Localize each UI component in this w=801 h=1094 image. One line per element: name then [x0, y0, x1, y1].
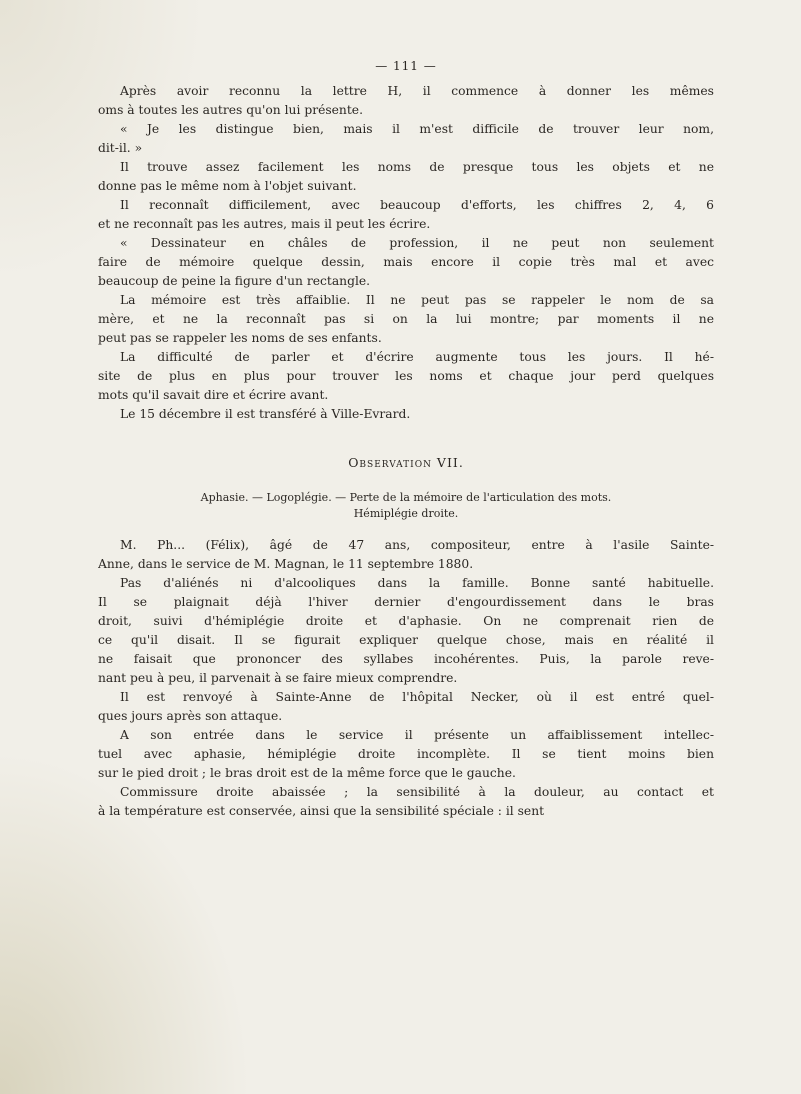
paragraph [98, 348, 714, 405]
summary-line: Aphasie. — Logoplégie. — Perte de la mémoire de l'articulation des mots. [200, 491, 612, 504]
text-line: ques jours après son attaque. [98, 709, 283, 723]
text-block [98, 58, 714, 821]
page-number: — 111 — [375, 59, 437, 73]
paragraph [98, 196, 714, 234]
observation-title: Observation VII. [348, 455, 464, 470]
paragraphs-after [98, 536, 714, 821]
text-line: Le 15 décembre il est transféré à Ville-Evrard. [120, 407, 411, 421]
text-line: La difficulté de parler et d'écrire augmente tous les jours. Il hé- [120, 350, 714, 364]
text-line: dit-il. » [98, 141, 143, 155]
text-line: à la température est conservée, ainsi que la sensibilité spéciale : il sent [98, 804, 545, 818]
observation-summary [98, 490, 714, 522]
text-line: A son entrée dans le service il présente un affaiblissement intellec- [120, 728, 714, 742]
text-line: Commissure droite abaissée ; la sensibilité à la douleur, au contact et [120, 785, 714, 799]
text-line: mère, et ne la reconnaît pas si on la lui montre; par moments il ne [98, 312, 714, 326]
text-line: sur le pied droit ; le bras droit est de la même force que le gauche. [98, 766, 516, 780]
text-line: beaucoup de peine la figure d'un rectangle. [98, 274, 371, 288]
paragraphs-before [98, 82, 714, 424]
text-line: Il se plaignait déjà l'hiver dernier d'engourdissement dans le bras [98, 595, 714, 609]
text-line: « Je les distingue bien, mais il m'est difficile de trouver leur nom, [120, 122, 714, 136]
text-line: faire de mémoire quelque dessin, mais encore il copie très mal et avec [98, 255, 714, 269]
text-line: Après avoir reconnu la lettre H, il commence à donner les mêmes [120, 84, 714, 98]
text-line: ce qu'il disait. Il se figurait expliquer quelque chose, mais en réalité il [98, 633, 714, 647]
text-line: et ne reconnaît pas les autres, mais il peut les écrire. [98, 217, 431, 231]
paragraph [98, 726, 714, 783]
paragraph [98, 234, 714, 291]
paragraph [98, 82, 714, 120]
text-line: peut pas se rappeler les noms de ses enfants. [98, 331, 382, 345]
text-line: Il reconnaît difficilement, avec beaucoup d'efforts, les chiffres 2, 4, 6 [120, 198, 714, 212]
text-line: Il trouve assez facilement les noms de presque tous les objets et ne [120, 160, 714, 174]
paragraph [98, 574, 714, 688]
text-line: donne pas le même nom à l'objet suivant. [98, 179, 357, 193]
paragraph [98, 783, 714, 821]
paragraph [98, 158, 714, 196]
text-line: site de plus en plus pour trouver les noms et chaque jour perd quelques [98, 369, 714, 383]
paragraph [98, 536, 714, 574]
paragraph [98, 405, 714, 424]
text-line: Il est renvoyé à Sainte-Anne de l'hôpital Necker, où il est entré quel- [120, 690, 714, 704]
text-line: oms à toutes les autres qu'on lui présente. [98, 103, 363, 117]
text-line: tuel avec aphasie, hémiplégie droite incomplète. Il se tient moins bien [98, 747, 714, 761]
text-line: nant peu à peu, il parvenait à se faire mieux comprendre. [98, 671, 458, 685]
text-line: mots qu'il savait dire et écrire avant. [98, 388, 329, 402]
observation-heading [98, 454, 714, 472]
paragraph [98, 120, 714, 158]
text-line: Anne, dans le service de M. Magnan, le 11 septembre 1880. [98, 557, 474, 571]
text-line: « Dessinateur en châles de profession, il ne peut non seulement [120, 236, 714, 250]
summary-line: Hémiplégie droite. [353, 507, 459, 520]
text-line: La mémoire est très affaiblie. Il ne peut pas se rappeler le nom de sa [120, 293, 714, 307]
paragraph [98, 688, 714, 726]
text-line: droit, suivi d'hémiplégie droite et d'aphasie. On ne comprenait rien de [98, 614, 714, 628]
text-line: ne faisait que prononcer des syllabes incohérentes. Puis, la parole reve- [98, 652, 714, 666]
paragraph [98, 291, 714, 348]
text-line: Pas d'aliénés ni d'alcooliques dans la famille. Bonne santé habituelle. [120, 576, 714, 590]
text-line: M. Ph... (Félix), âgé de 47 ans, compositeur, entre à l'asile Sainte- [120, 538, 714, 552]
